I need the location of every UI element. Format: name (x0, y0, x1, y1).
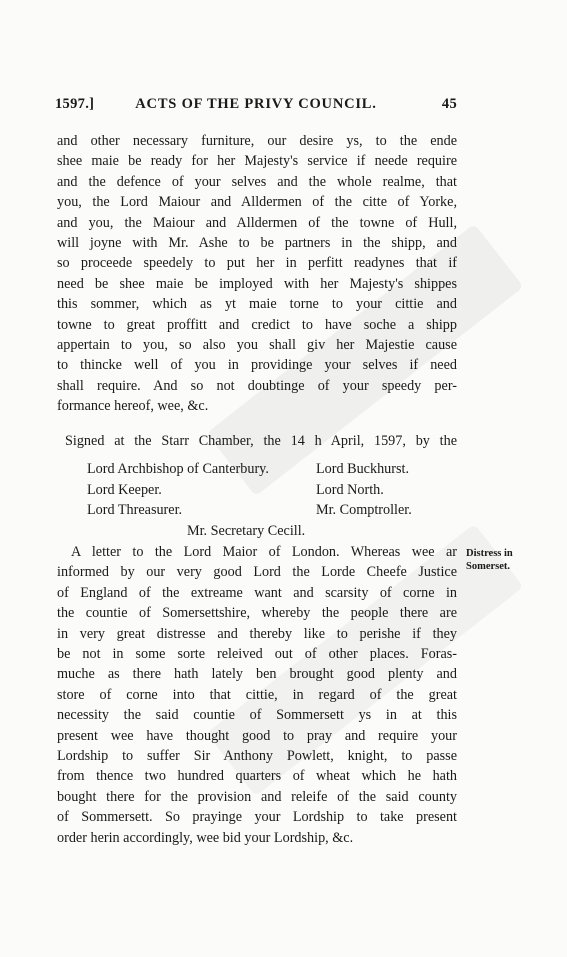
signatory: Mr. Secretary Cecill. (187, 522, 306, 539)
text-line: appertain to you, so also you shall giv her Majestie cause (57, 337, 457, 354)
text-line: and other necessary furniture, our desire ys, to the ende (57, 133, 457, 149)
text-line: and you, the Maiour and Alldermen of the towne of Hull, (57, 214, 457, 231)
paragraph-letter (57, 542, 457, 848)
signatory: Lord North. (316, 481, 384, 498)
running-head-title: ACTS OF THE PRIVY COUNCIL. (135, 96, 377, 112)
page-number: 45 (441, 96, 457, 112)
text-line: store of corne into that cittie, in regard of the great (57, 686, 457, 703)
text-line: muche as there hath lately ben brought good plenty and (57, 666, 457, 683)
text-line: need be shee maie be imployed with her Majesty's shippes (57, 275, 457, 292)
text-line: bought there for the provision and releife of the said county (57, 788, 457, 805)
text-line: order herin accordingly, wee bid your Lordship, &c. (57, 829, 354, 846)
paragraph-continued (57, 131, 457, 417)
text-line: from thence two hundred quarters of wheat which he hath (57, 768, 457, 785)
margin-note-line: Somerset. (466, 560, 511, 572)
text-line: towne to great proffitt and credict to have soche a shipp (57, 316, 457, 333)
margin-note-line: Distress in (466, 548, 513, 559)
signatory: Lord Archbishop of Canterbury. (87, 461, 269, 477)
signatory: Lord Keeper. (87, 481, 162, 498)
text-line: of Sommersett. So prayinge your Lordship to take present (57, 809, 457, 826)
text-line: necessity the said countie of Sommersett ys in at this (57, 707, 457, 724)
text-line: to thincke well of you in providinge your selves if need (57, 357, 457, 374)
text-line: be not in some sorte releived out of other places. Foras- (57, 646, 457, 663)
text-line: this sommer, which as yt maie torne to your cittie and (57, 296, 457, 313)
text-line: present wee have thought good to pray and require your (57, 727, 457, 744)
text-line: Lordship to suffer Sir Anthony Powlett, knight, to passe (57, 748, 457, 765)
margin-note (466, 548, 546, 573)
text-line: shall require. And so not doubtinge of your speedy per- (57, 377, 457, 394)
text-line: so proceede speedely to put her in perfitt readynes that if (57, 255, 457, 272)
text-line: you, the Lord Maiour and Alldermen of the citte of Yorke, (57, 194, 457, 211)
text-line: of England of the extreame want and scarsity of corne in (57, 584, 457, 601)
text-line: will joyne with Mr. Ashe to be partners in the shipp, and (57, 235, 457, 252)
signed-line: Signed at the Starr Chamber, the 14 h April, 1597, by the (65, 433, 457, 449)
signatories (87, 459, 467, 541)
text-line: shee maie be ready for her Majesty's service if neede require (57, 153, 457, 170)
text-line: the countie of Somersettshire, whereby the people there are (57, 605, 457, 622)
running-head-year: 1597.] (55, 96, 95, 112)
text-line: in very great distresse and thereby like to perishe if they (57, 625, 457, 642)
signatory: Mr. Comptroller. (316, 502, 412, 518)
text-line: formance hereof, wee, &c. (57, 398, 209, 415)
text-line: informed by our very good Lord the Lorde Cheefe Justice (57, 564, 457, 581)
text-line: and the defence of your selves and the whole realme, that (57, 173, 457, 190)
signatory: Lord Threasurer. (87, 502, 183, 518)
text-line: A letter to the Lord Maior of London. Whereas wee ar (71, 544, 457, 560)
signatory: Lord Buckhurst. (316, 461, 409, 477)
